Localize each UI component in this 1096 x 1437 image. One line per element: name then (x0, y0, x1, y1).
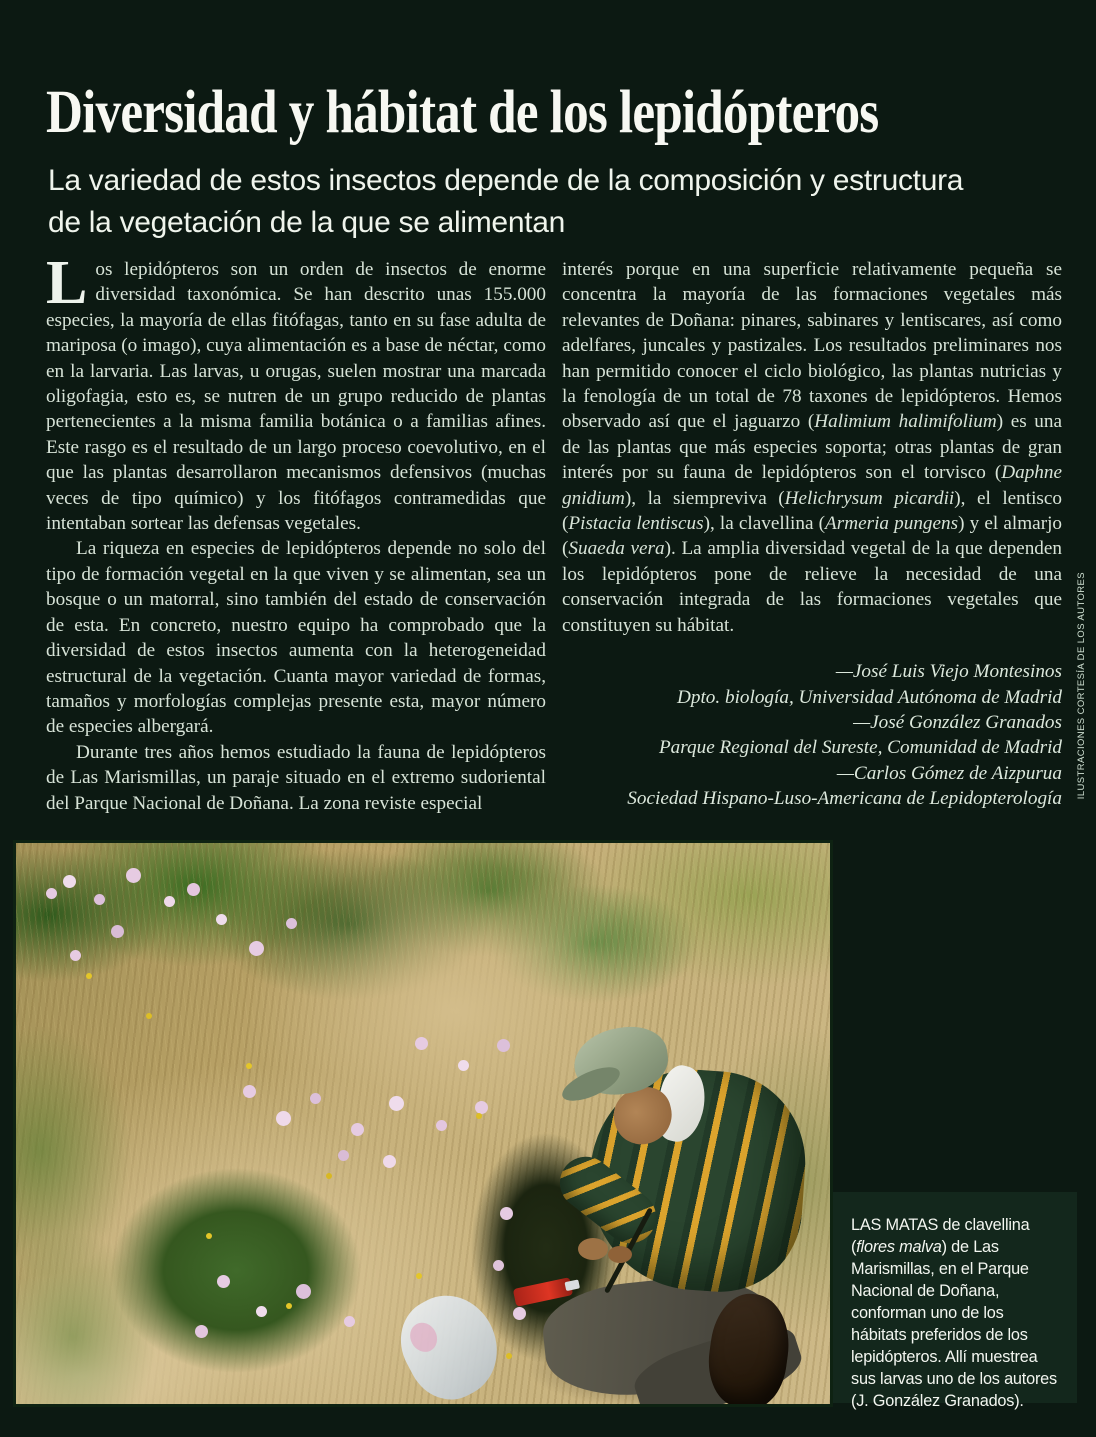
photo-caption-box (833, 1192, 1077, 1410)
author-affiliation: Parque Regional del Sureste, Comunidad de Madrid (658, 737, 1062, 759)
researcher-hand (578, 1238, 608, 1260)
photo-caption-text: LAS MATAS de clavellina (flores malva) de Las Marismillas, en el Parque Nacional de Doñana, conforman uno de los hábitats preferidos de los lepidópteros. Allí muestrea sus larvas uno de los autores (J. González Granados). (851, 1216, 1057, 1410)
body-paragraph-1 (46, 249, 546, 536)
photo-center-bush (111, 1168, 361, 1373)
field-photo (13, 840, 833, 1407)
drop-cap: L (46, 249, 88, 317)
photo-researcher (486, 1028, 821, 1407)
author-affiliation: Sociedad Hispano-Luso-Americana de Lepidopterología (627, 788, 1062, 810)
photo-background-foliage (0, 797, 1096, 1437)
body-paragraph-4: interés porque en una superficie relativamente pequeña se concentra la mayoría de las formaciones vegetales más relevantes de Doñana: pinares, sabinares y lentiscares, así como adelfares, juncales y pastizales. Los resultados preliminares nos han permitido conocer el ciclo biológico, las plantas nutricias y la fenología de un total de 78 taxones de lepidópteros. Hemos observado así que el jaguarzo (Halimium halimifolium) es una de las plantas que más especies soporta; otras plantas de gran interés por su fauna de lepidópteros son el torvisco (Daphne gnidium), la siempreviva (Helichrysum picardii), el lentisco (Pistacia lentiscus), la clavellina (Armeria pungens) y el almarjo (Suaeda vera). La amplia diversidad vegetal de la que dependen los lepidópteros pone de relieve la necesidad de una conservación integrada de las formaciones vegetales que constituyen su hábitat. (562, 259, 1063, 636)
illustration-credit: ILUSTRACIONES CORTESÍA DE LOS AUTORES (1076, 572, 1087, 800)
author-name: —Carlos Gómez de Aizpurua (836, 762, 1062, 784)
article-title: Diversidad y hábitat de los lepidópteros (46, 79, 879, 146)
author-name: —José González Granados (853, 711, 1062, 733)
researcher-hand (608, 1246, 632, 1263)
article-subtitle (48, 160, 963, 244)
subtitle-line-1: La variedad de estos insectos depende de la composición y estructura (48, 164, 964, 197)
author-credits (562, 659, 1062, 811)
body-paragraph-2: La riqueza en especies de lepidópteros depende no solo del tipo de formación vegetal en la que viven y se alimentan, sea un bosque o un matorral, sino también del estado de conservación de esta. En concreto, nuestro equipo ha comprobado que la diversidad de estos insectos aumenta con la heterogeneidad estructural de la vegetación. Cuanta mayor variedad de formas, tamaños y morfologías complejas presente esta, mayor número de especies albergará. (46, 538, 546, 738)
photo-clavellina-flowers (46, 888, 57, 899)
author-affiliation: Dpto. biología, Universidad Autónoma de Madrid (677, 686, 1062, 708)
author-name: —José Luis Viejo Montesinos (835, 661, 1062, 683)
subtitle-line-2: de la vegetación de la que se alimentan (48, 206, 566, 239)
photo-yellow-flowers (86, 973, 92, 979)
body-paragraph-3: Durante tres años hemos estudiado la fauna de lepidópteros de Las Marismillas, un paraje situado en el extremo sudoriental del Parque Nacional de Doñana. La zona reviste especial (46, 741, 546, 814)
body-paragraph-1-text: os lepidópteros son un orden de insectos de enorme diversidad taxonómica. Se han descrito unas 155.000 especies, la mayoría de ellas fitófagas, tanto en su fase adulta de mariposa (o imago), cuya alimentación es a base de néctar, como en la larvaria. Las larvas, u orugas, suelen mostrar una marcada oligofagia, esto es, se nutren de un grupo reducido de plantas pertenecientes a la misma familia botánica o a familias afines. Este rasgo es el resultado de un largo proceso coevolutivo, en el que las plantas desarrollaron mecanismos defensivos (muchas veces de tipo químico) y los fitófagos contramedidas que intentaban sortear las defensas vegetales. (46, 259, 546, 535)
body-column-left (46, 249, 546, 816)
body-column-right (562, 257, 1062, 812)
